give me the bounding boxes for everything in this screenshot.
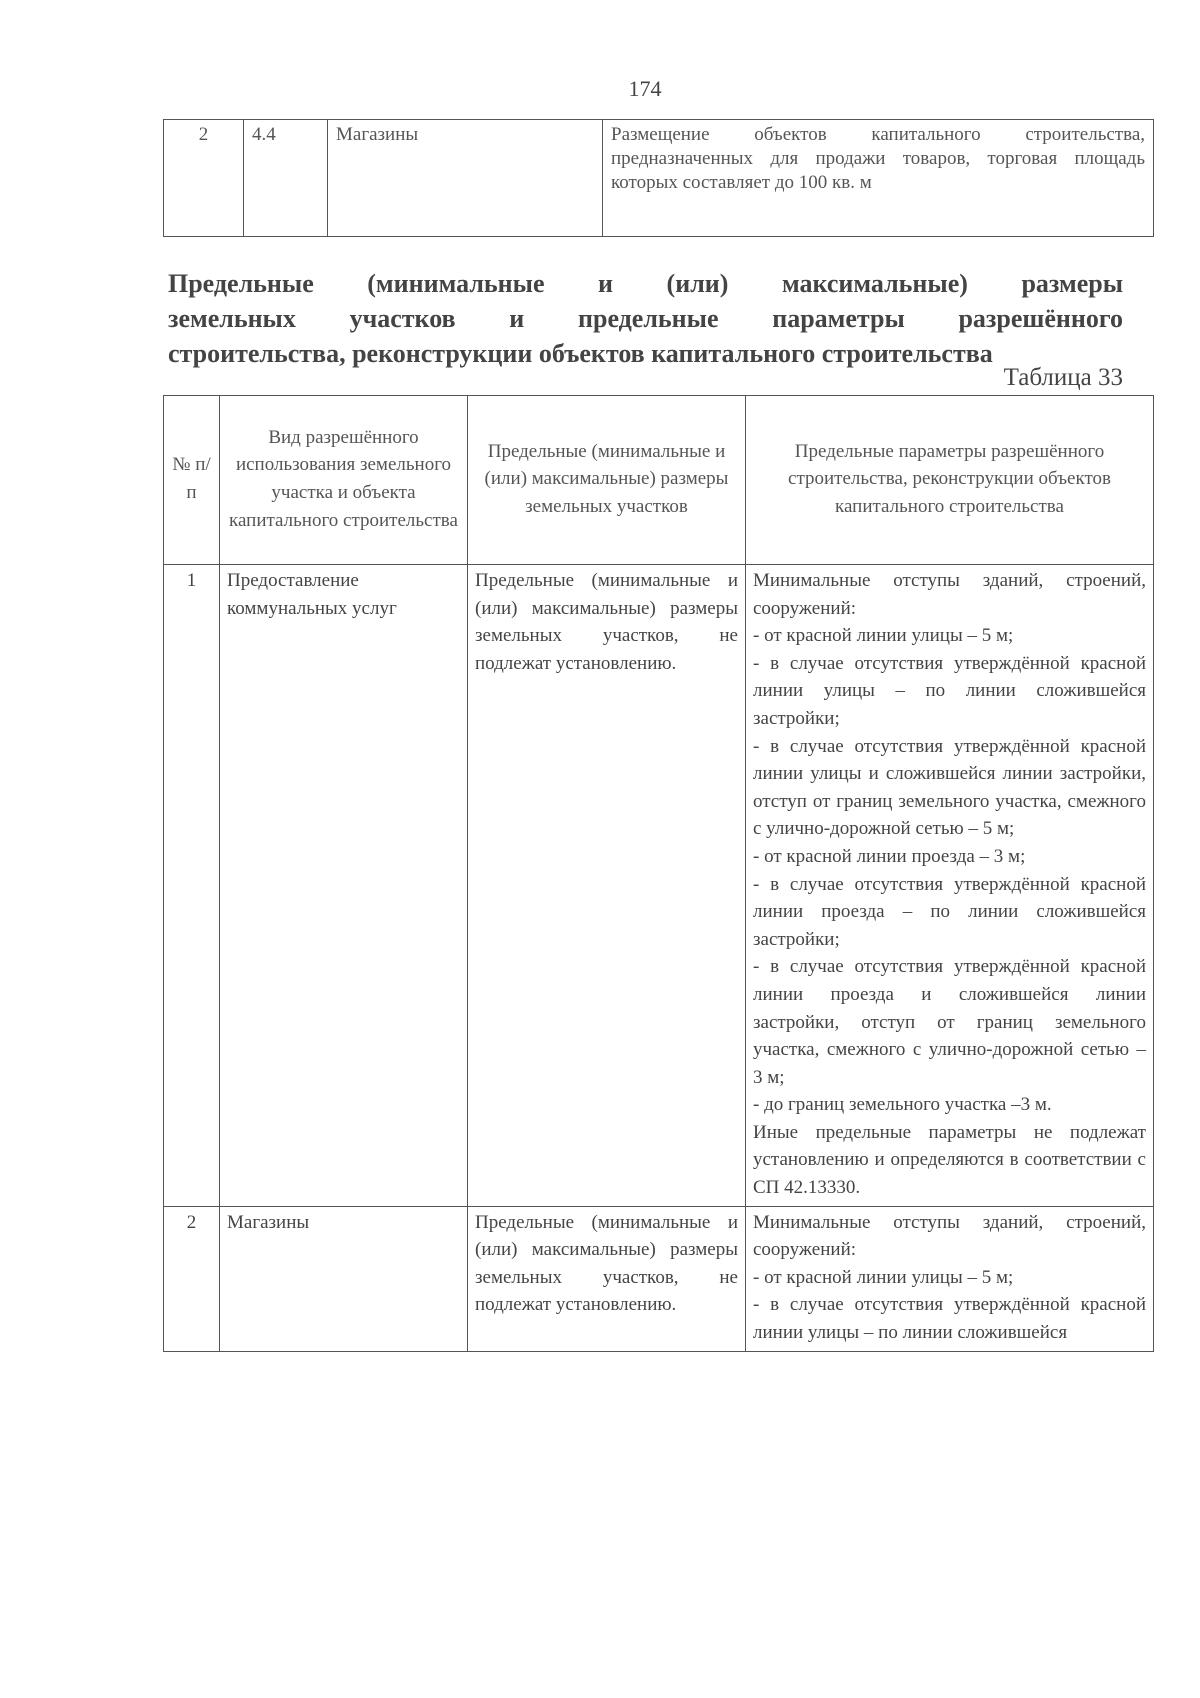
param-line: - в случае отсутствия утверждённой красной линии улицы и сложившейся линии застройки, отступ от границ земельного участка, смежного с улично-дорожной сетью – 5 м; bbox=[753, 735, 1146, 840]
header-use-type: Вид разрешённого использования земельного участка и объекта капитального строительства bbox=[220, 396, 468, 565]
param-line: - до границ земельного участка –3 м. bbox=[753, 1094, 1052, 1116]
param-line: - в случае отсутствия утверждённой красной линии улицы – по линии сложившейся bbox=[753, 1294, 1146, 1344]
table-row bbox=[164, 1206, 1154, 1351]
section-heading bbox=[168, 266, 1123, 371]
header-plot-sizes: Предельные (минимальные и (или) максимальные) размеры земельных участков bbox=[468, 396, 746, 565]
row-number: 2 bbox=[164, 1206, 220, 1351]
page-number: 174 bbox=[628, 76, 662, 101]
heading-line: строительства, реконструкции объектов капитального строительства bbox=[168, 339, 993, 368]
param-line: Иные предельные параметры не подлежат установлению и определяются в соответствии с СП 42.13330. bbox=[753, 1121, 1146, 1199]
param-line: - от красной линии улицы – 5 м; bbox=[753, 625, 1014, 647]
row-name: Магазины bbox=[328, 120, 603, 237]
row-use-type: Магазины bbox=[220, 1206, 468, 1351]
table-row bbox=[164, 565, 1154, 1207]
table-row bbox=[164, 120, 1154, 237]
heading-line: земельных участков и предельные параметры разрешённого bbox=[168, 304, 1123, 333]
param-line: Минимальные отступы зданий, строений, сооружений: bbox=[753, 1211, 1146, 1261]
param-line: - в случае отсутствия утверждённой красной линии проезда и сложившейся линии застройки, отступ от границ земельного участка, смежного с улично-дорожной сетью – 3 м; bbox=[753, 956, 1146, 1088]
limits-table bbox=[163, 395, 1154, 1352]
param-line: - от красной линии проезда – 3 м; bbox=[753, 845, 1026, 867]
header-build-params: Предельные параметры разрешённого строительства, реконструкции объектов капитального строительства bbox=[746, 396, 1154, 565]
row-number: 1 bbox=[164, 565, 220, 1207]
row-description: Размещение объектов капитального строительства, предназначенных для продажи товаров, торговая площадь которых составляет до 100 кв. м bbox=[603, 120, 1154, 237]
heading-line: Предельные (минимальные и (или) максимальные) размеры bbox=[168, 269, 1123, 298]
row-code: 4.4 bbox=[244, 120, 328, 237]
row-plot-sizes: Предельные (минимальные и (или) максимальные) размеры земельных участков, не подлежат установлению. bbox=[468, 565, 746, 1207]
param-line: - в случае отсутствия утверждённой красной линии улицы – по линии сложившейся застройки; bbox=[753, 652, 1146, 729]
param-line: - от красной линии улицы – 5 м; bbox=[753, 1266, 1014, 1288]
continued-table bbox=[163, 119, 1154, 237]
table-label: Таблица 33 bbox=[1003, 364, 1123, 391]
param-line: Минимальные отступы зданий, строений, сооружений: bbox=[753, 570, 1146, 619]
row-plot-sizes: Предельные (минимальные и (или) максимальные) размеры земельных участков, не подлежат установлению. bbox=[468, 1206, 746, 1351]
table-header-row bbox=[164, 396, 1154, 565]
param-line: - в случае отсутствия утверждённой красной линии проезда – по линии сложившейся застройки; bbox=[753, 873, 1146, 950]
row-number: 2 bbox=[164, 120, 244, 237]
row-use-type: Предоставление коммунальных услуг bbox=[220, 565, 468, 1207]
header-num: № п/п bbox=[164, 396, 220, 565]
row-params bbox=[746, 1206, 1154, 1351]
row-params bbox=[746, 565, 1154, 1207]
